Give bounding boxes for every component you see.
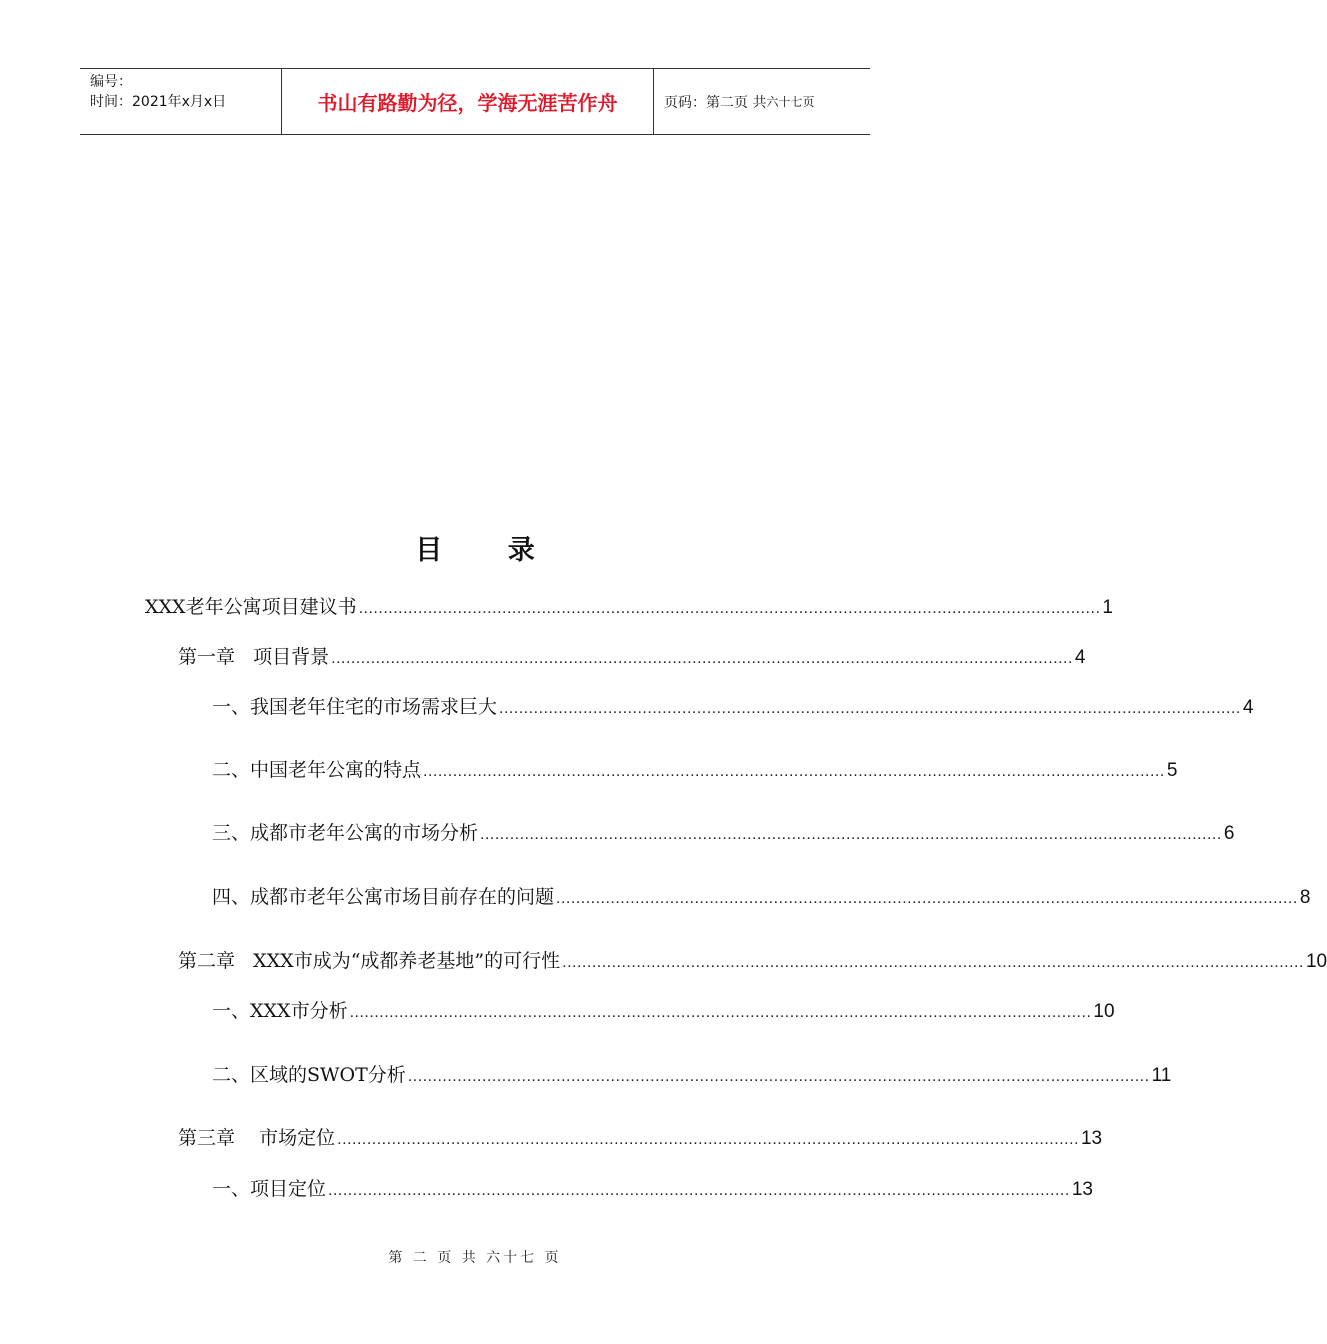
toc-entry-label: XXX老年公寓项目建议书 — [145, 596, 357, 618]
toc-entry-label: 一、我国老年住宅的市场需求巨大 — [212, 696, 498, 718]
toc-entry-page: 13 — [1080, 1128, 1103, 1149]
toc-leader-dots: ...................................................................................................................................................... — [423, 763, 1165, 780]
toc-entry[interactable] — [212, 1062, 1172, 1088]
toc-entry-page: 6 — [1223, 823, 1235, 844]
toc-entry-label: 一、XXX市分析 — [212, 1000, 348, 1022]
toc-entry[interactable] — [212, 998, 1115, 1024]
toc-entry-label: 二、区域的SWOT分析 — [212, 1064, 406, 1086]
number-label: 编号： — [90, 74, 132, 90]
header-page-info — [654, 69, 870, 134]
toc-entry-page: 4 — [1074, 647, 1086, 668]
toc-entry-label: 四、成都市老年公寓市场目前存在的问题 — [212, 886, 555, 908]
toc-entry-label: 第一章 项目背景 — [178, 646, 330, 668]
page-total: 六十七页 — [766, 95, 815, 109]
time-label: 时间：2021年x月x日 — [90, 94, 227, 110]
toc-entry[interactable] — [145, 594, 1113, 620]
header-meta — [80, 69, 282, 134]
toc-entry-page: 11 — [1151, 1065, 1172, 1086]
toc-entry[interactable] — [212, 694, 1254, 720]
toc-leader-dots: ...................................................................................................................................................... — [337, 1131, 1079, 1148]
toc-entry-label: 第二章 XXX市成为“成都养老基地”的可行性 — [178, 950, 561, 972]
toc-entry-page: 10 — [1305, 951, 1327, 972]
toc-entry-page: 8 — [1299, 887, 1311, 908]
toc-entry[interactable] — [212, 884, 1311, 910]
toc-leader-dots: ...................................................................................................................................................... — [328, 1182, 1070, 1199]
toc-leader-dots: ...................................................................................................................................................... — [499, 700, 1241, 717]
toc-entry[interactable] — [212, 757, 1178, 783]
toc-entry[interactable] — [212, 820, 1235, 846]
toc-entry-label: 第三章 市场定位 — [178, 1127, 336, 1149]
toc-leader-dots: ...................................................................................................................................................... — [480, 826, 1222, 843]
toc-leader-dots: ...................................................................................................................................................... — [349, 1004, 1092, 1021]
toc-entry-page: 4 — [1242, 697, 1254, 718]
toc-entry[interactable] — [212, 1176, 1093, 1202]
toc-entry-page: 5 — [1166, 760, 1178, 781]
toc-leader-dots: ...................................................................................................................................................... — [331, 650, 1073, 667]
toc-title: 目 录 — [415, 535, 563, 566]
toc-leader-dots: ...................................................................................................................................................... — [358, 600, 1101, 617]
page-footer: 第 二 页 共 六十七 页 — [388, 1250, 562, 1266]
toc-entry-page: 10 — [1093, 1001, 1115, 1022]
header-motto: 书山有路勤为径，学海无涯苦作舟 — [282, 69, 654, 134]
toc-entry-label: 一、项目定位 — [212, 1178, 327, 1200]
toc-leader-dots: ...................................................................................................................................................... — [556, 890, 1298, 907]
toc-leader-dots: ...................................................................................................................................................... — [407, 1068, 1150, 1085]
toc-entry[interactable] — [178, 1125, 1103, 1151]
page-label: 页码：第二页 共 — [664, 94, 767, 111]
toc-entry[interactable] — [178, 644, 1086, 670]
toc-entry-label: 三、成都市老年公寓的市场分析 — [212, 822, 479, 844]
toc-leader-dots: ...................................................................................................................................................... — [562, 954, 1304, 971]
toc-entry[interactable] — [178, 948, 1327, 974]
page-header — [80, 68, 870, 135]
toc-entry-page: 1 — [1102, 597, 1113, 618]
toc-entry-label: 二、中国老年公寓的特点 — [212, 759, 422, 781]
toc-entry-page: 13 — [1071, 1179, 1093, 1200]
